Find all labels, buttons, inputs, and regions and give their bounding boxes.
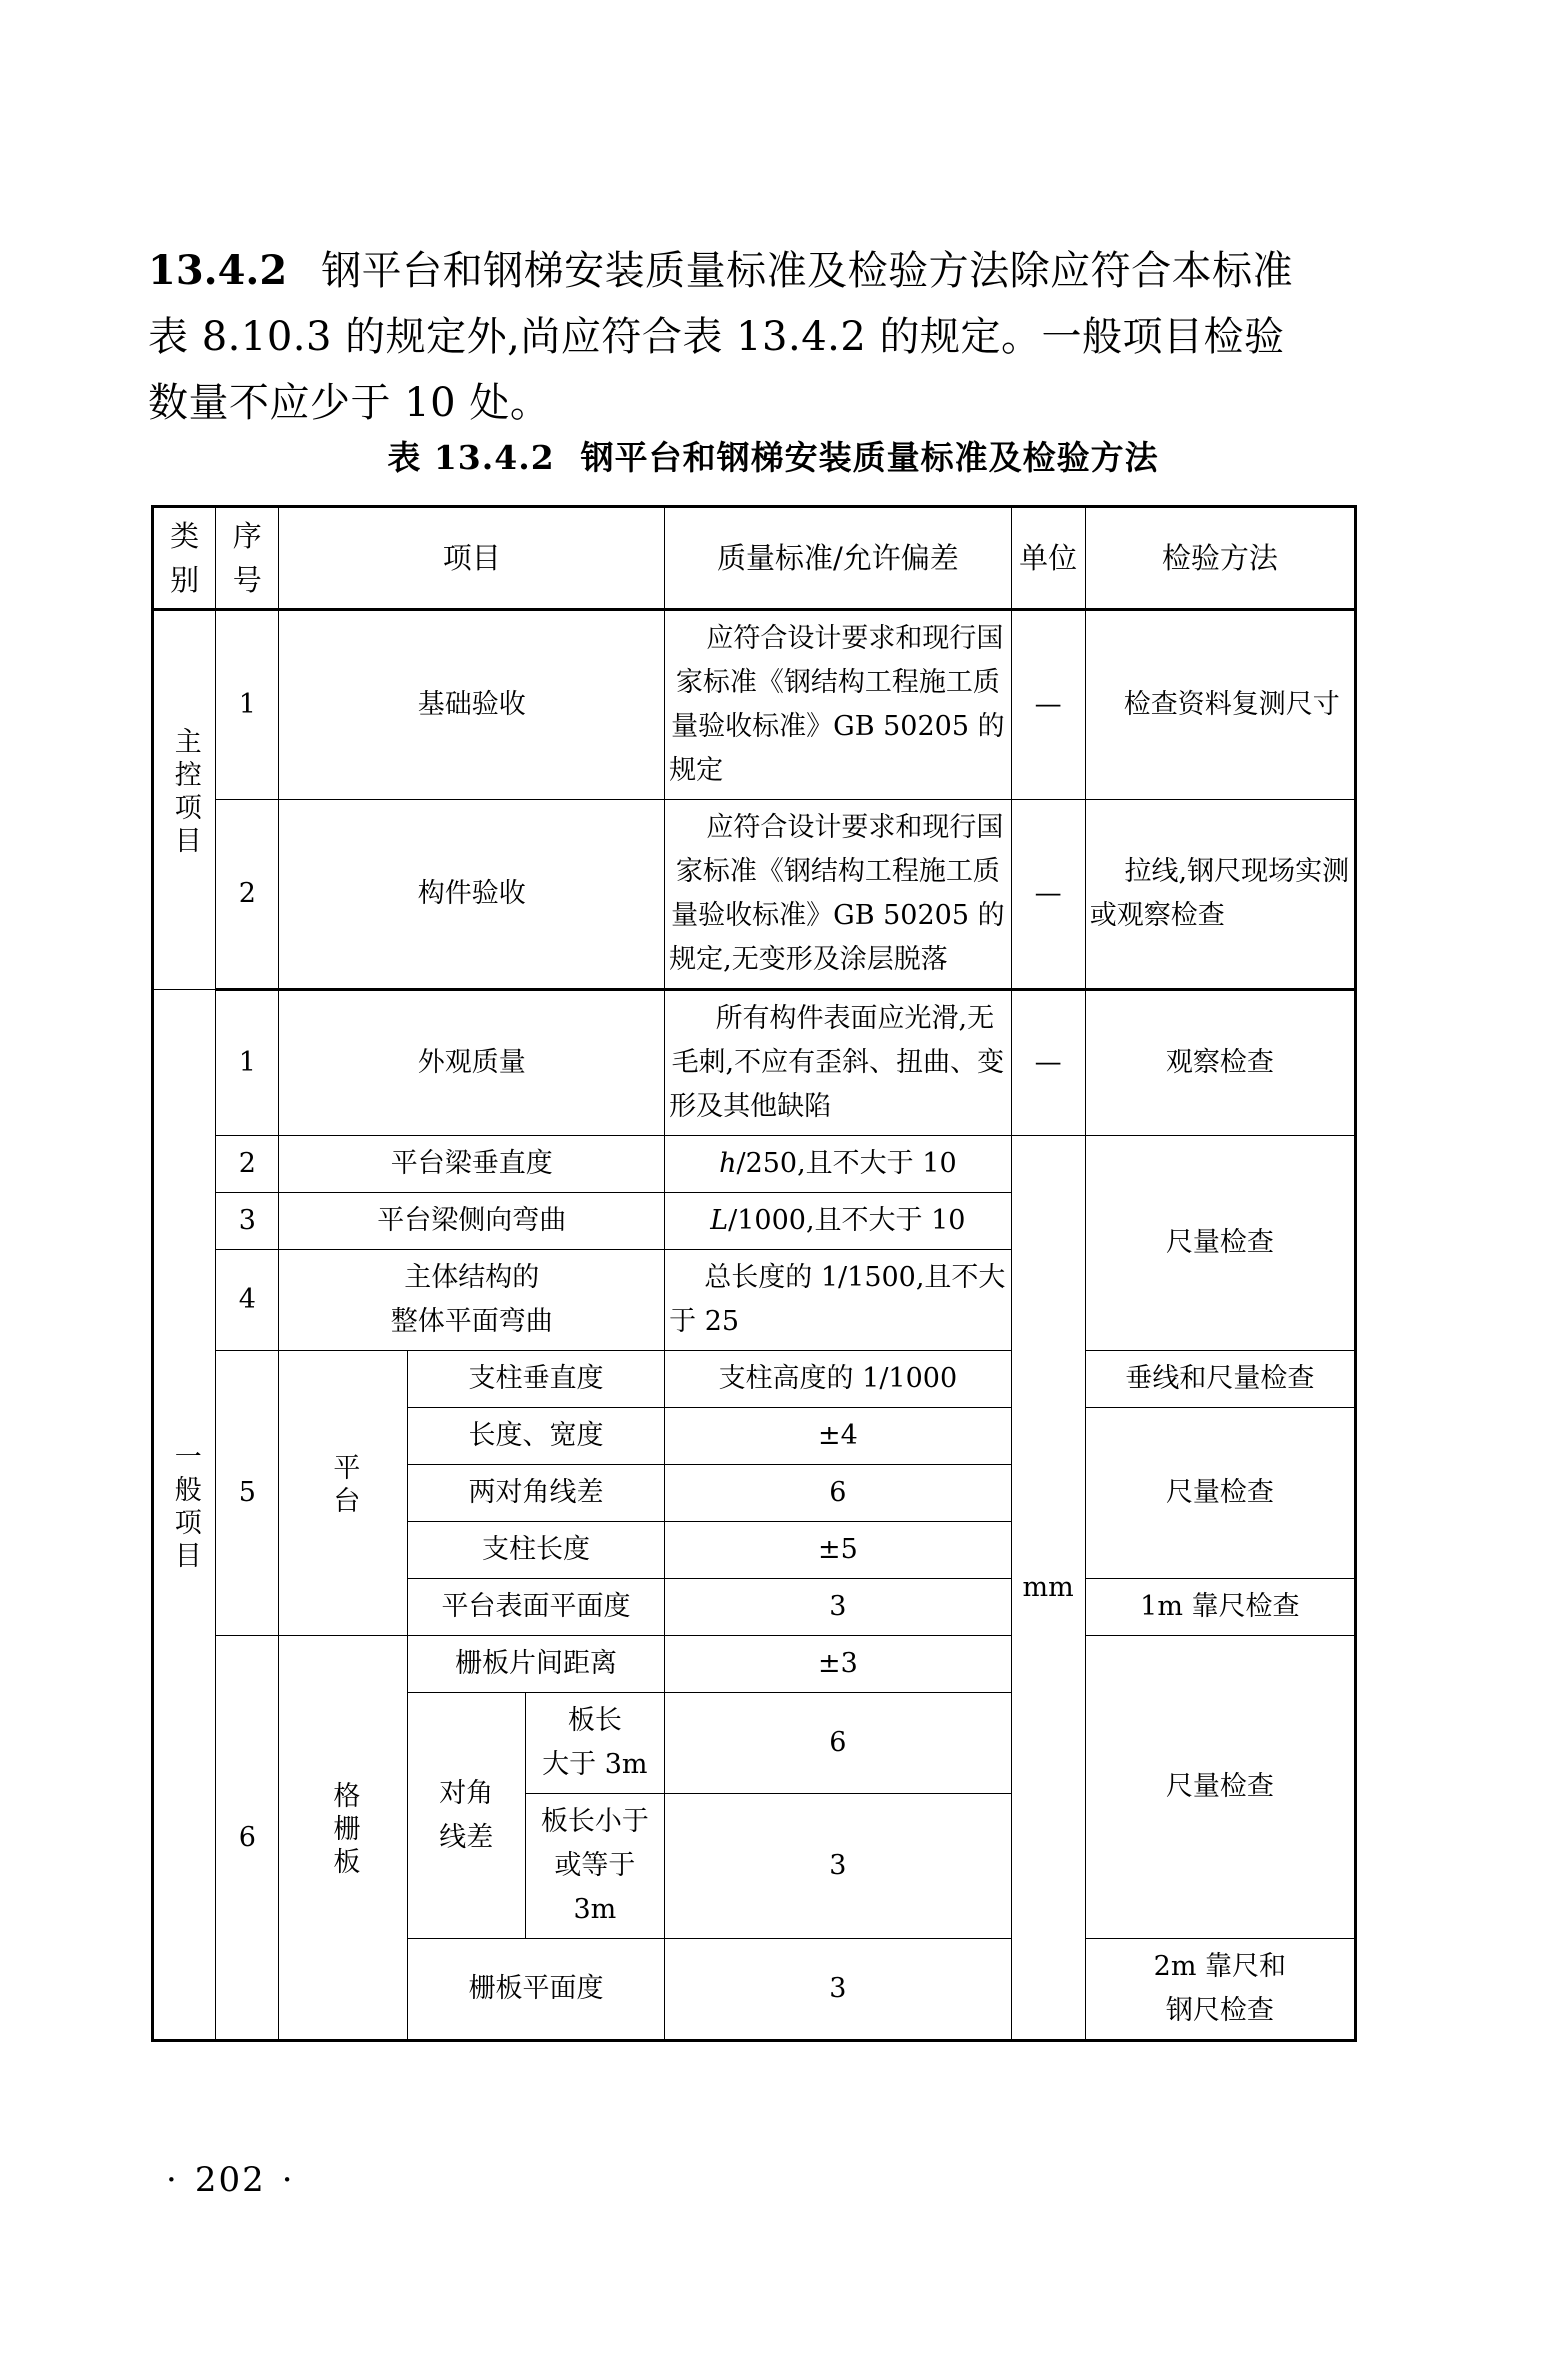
serial-cell: 5	[216, 1351, 279, 1636]
item-line-2: 整体平面弯曲	[390, 1306, 553, 1337]
subsubitem-line-2: 大于 3m	[542, 1749, 648, 1780]
subsubitem-line-2: 或等于 3m	[554, 1850, 636, 1925]
symbol-h: h	[719, 1148, 737, 1179]
clause-number: 13.4.2	[148, 247, 288, 294]
table-row	[153, 1351, 1356, 1408]
category-label-general: 一般项目	[169, 1441, 201, 1574]
unit-cell-mm: mm	[1011, 1136, 1085, 2041]
table-row	[153, 990, 1356, 1136]
page-footer	[150, 2160, 311, 2200]
subsubitem-cell	[525, 1693, 665, 1794]
standards-table	[151, 505, 1357, 2042]
group-cell-platform	[279, 1351, 408, 1636]
item-cell: 构件验收	[279, 800, 665, 990]
method-cell: 尺量检查	[1085, 1408, 1355, 1579]
clause-line-3: 数量不应少于 10 处。	[148, 380, 551, 426]
item-cell: 外观质量	[279, 990, 665, 1136]
unit-cell: —	[1011, 800, 1085, 990]
category-label-main: 主控项目	[169, 727, 201, 859]
standard-text: 应符合设计要求和现行国家标准《钢结构工程施工质量验收标准》GB 50205 的规定	[669, 623, 1005, 786]
table-caption-label: 表 13.4.2	[387, 438, 555, 477]
serial-cell: 3	[216, 1193, 279, 1250]
item-cell	[279, 1250, 665, 1351]
method-cell	[1085, 1939, 1355, 2041]
serial-cell: 6	[216, 1636, 279, 2041]
standard-cell: 6	[665, 1465, 1012, 1522]
item-line-1: 主体结构的	[404, 1262, 540, 1293]
table-header-row	[153, 507, 1356, 610]
clause-line-1-text: 钢平台和钢梯安装质量标准及检验方法除应符合本标准	[321, 248, 1294, 294]
method-line-1: 2m 靠尺和	[1153, 1951, 1287, 1982]
standard-cell	[665, 990, 1012, 1136]
method-cell	[1085, 800, 1355, 990]
method-text: 拉线,钢尺现场实测或观察检查	[1089, 856, 1350, 931]
diagonal-label-line-1: 对角	[439, 1777, 494, 1809]
header-item: 项目	[279, 507, 665, 610]
method-cell	[1085, 610, 1355, 800]
item-cell: 平台梁垂直度	[279, 1136, 665, 1193]
category-cell-main	[153, 610, 216, 990]
table-caption-title: 钢平台和钢梯安装质量标准及检验方法	[580, 438, 1159, 477]
header-category: 类别	[153, 507, 216, 610]
standard-cell	[665, 610, 1012, 800]
group-label-platform: 平台	[328, 1453, 360, 1519]
method-cell: 垂线和尺量检查	[1085, 1351, 1355, 1408]
subitem-cell-diagonal	[407, 1693, 525, 1939]
page-number: 202	[194, 2160, 266, 2200]
standard-cell: 6	[665, 1693, 1012, 1794]
subitem-cell: 支柱长度	[407, 1522, 664, 1579]
header-method: 检验方法	[1085, 507, 1355, 610]
standard-text: /1000,且不大于 10	[728, 1205, 966, 1236]
category-cell-general	[153, 990, 216, 2041]
table-row	[153, 610, 1356, 800]
serial-cell: 4	[216, 1250, 279, 1351]
header-serial: 序号	[216, 507, 279, 610]
footer-dot-left: ·	[166, 2160, 179, 2200]
standard-cell: 3	[665, 1794, 1012, 1939]
serial-cell: 2	[216, 800, 279, 990]
standard-cell: 3	[665, 1939, 1012, 2041]
group-cell-grating	[279, 1636, 408, 2041]
method-line-2: 钢尺检查	[1165, 1995, 1274, 2026]
serial-cell: 1	[216, 610, 279, 800]
header-standard: 质量标准/允许偏差	[665, 507, 1012, 610]
table-row	[153, 1636, 1356, 1693]
method-cell: 1m 靠尺检查	[1085, 1579, 1355, 1636]
table-caption	[148, 432, 1398, 479]
method-cell: 尺量检查	[1085, 1636, 1355, 1939]
subitem-cell: 栅板平面度	[407, 1939, 664, 2041]
serial-cell: 2	[216, 1136, 279, 1193]
standard-cell	[665, 1193, 1012, 1250]
standard-cell: ±5	[665, 1522, 1012, 1579]
standard-text: 总长度的 1/1500,且不大于 25	[669, 1262, 1006, 1337]
diagonal-label-line-2: 线差	[439, 1821, 494, 1853]
item-cell: 平台梁侧向弯曲	[279, 1193, 665, 1250]
subsubitem-line-1: 板长	[567, 1705, 622, 1736]
table-row	[153, 800, 1356, 990]
serial-cell: 1	[216, 990, 279, 1136]
subsubitem-line-1: 板长小于	[540, 1806, 649, 1837]
standard-cell	[665, 800, 1012, 990]
standards-table-wrapper	[151, 505, 1357, 2042]
symbol-L: L	[710, 1205, 729, 1236]
subitem-cell: 支柱垂直度	[407, 1351, 664, 1408]
subitem-cell: 两对角线差	[407, 1465, 664, 1522]
standard-cell: 支柱高度的 1/1000	[665, 1351, 1012, 1408]
standard-text: /250,且不大于 10	[736, 1148, 957, 1179]
unit-cell: —	[1011, 990, 1085, 1136]
group-label-grating: 格栅板	[328, 1781, 360, 1880]
standard-cell	[665, 1136, 1012, 1193]
subitem-cell: 平台表面平面度	[407, 1579, 664, 1636]
standard-cell: ±4	[665, 1408, 1012, 1465]
subitem-cell: 长度、宽度	[407, 1408, 664, 1465]
method-cell: 观察检查	[1085, 990, 1355, 1136]
item-cell: 基础验收	[279, 610, 665, 800]
method-cell: 尺量检查	[1085, 1136, 1355, 1351]
table-row	[153, 1136, 1356, 1193]
clause-paragraph	[148, 238, 1398, 436]
standard-cell	[665, 1250, 1012, 1351]
standard-text: 所有构件表面应光滑,无毛刺,不应有歪斜、扭曲、变形及其他缺陷	[669, 1003, 1005, 1122]
standard-text: 应符合设计要求和现行国家标准《钢结构工程施工质量验收标准》GB 50205 的规定,无变形及涂层脱落	[669, 812, 1005, 975]
method-text: 检查资料复测尺寸	[1123, 689, 1340, 720]
unit-cell: —	[1011, 610, 1085, 800]
clause-line-2: 表 8.10.3 的规定外,尚应符合表 13.4.2 的规定。一般项目检验	[148, 314, 1285, 360]
standard-cell: ±3	[665, 1636, 1012, 1693]
subitem-cell: 栅板片间距离	[407, 1636, 664, 1693]
subsubitem-cell	[525, 1794, 665, 1939]
header-unit: 单位	[1011, 507, 1085, 610]
standard-cell: 3	[665, 1579, 1012, 1636]
footer-dot-right: ·	[281, 2160, 295, 2200]
clause-line-1	[148, 238, 1398, 304]
